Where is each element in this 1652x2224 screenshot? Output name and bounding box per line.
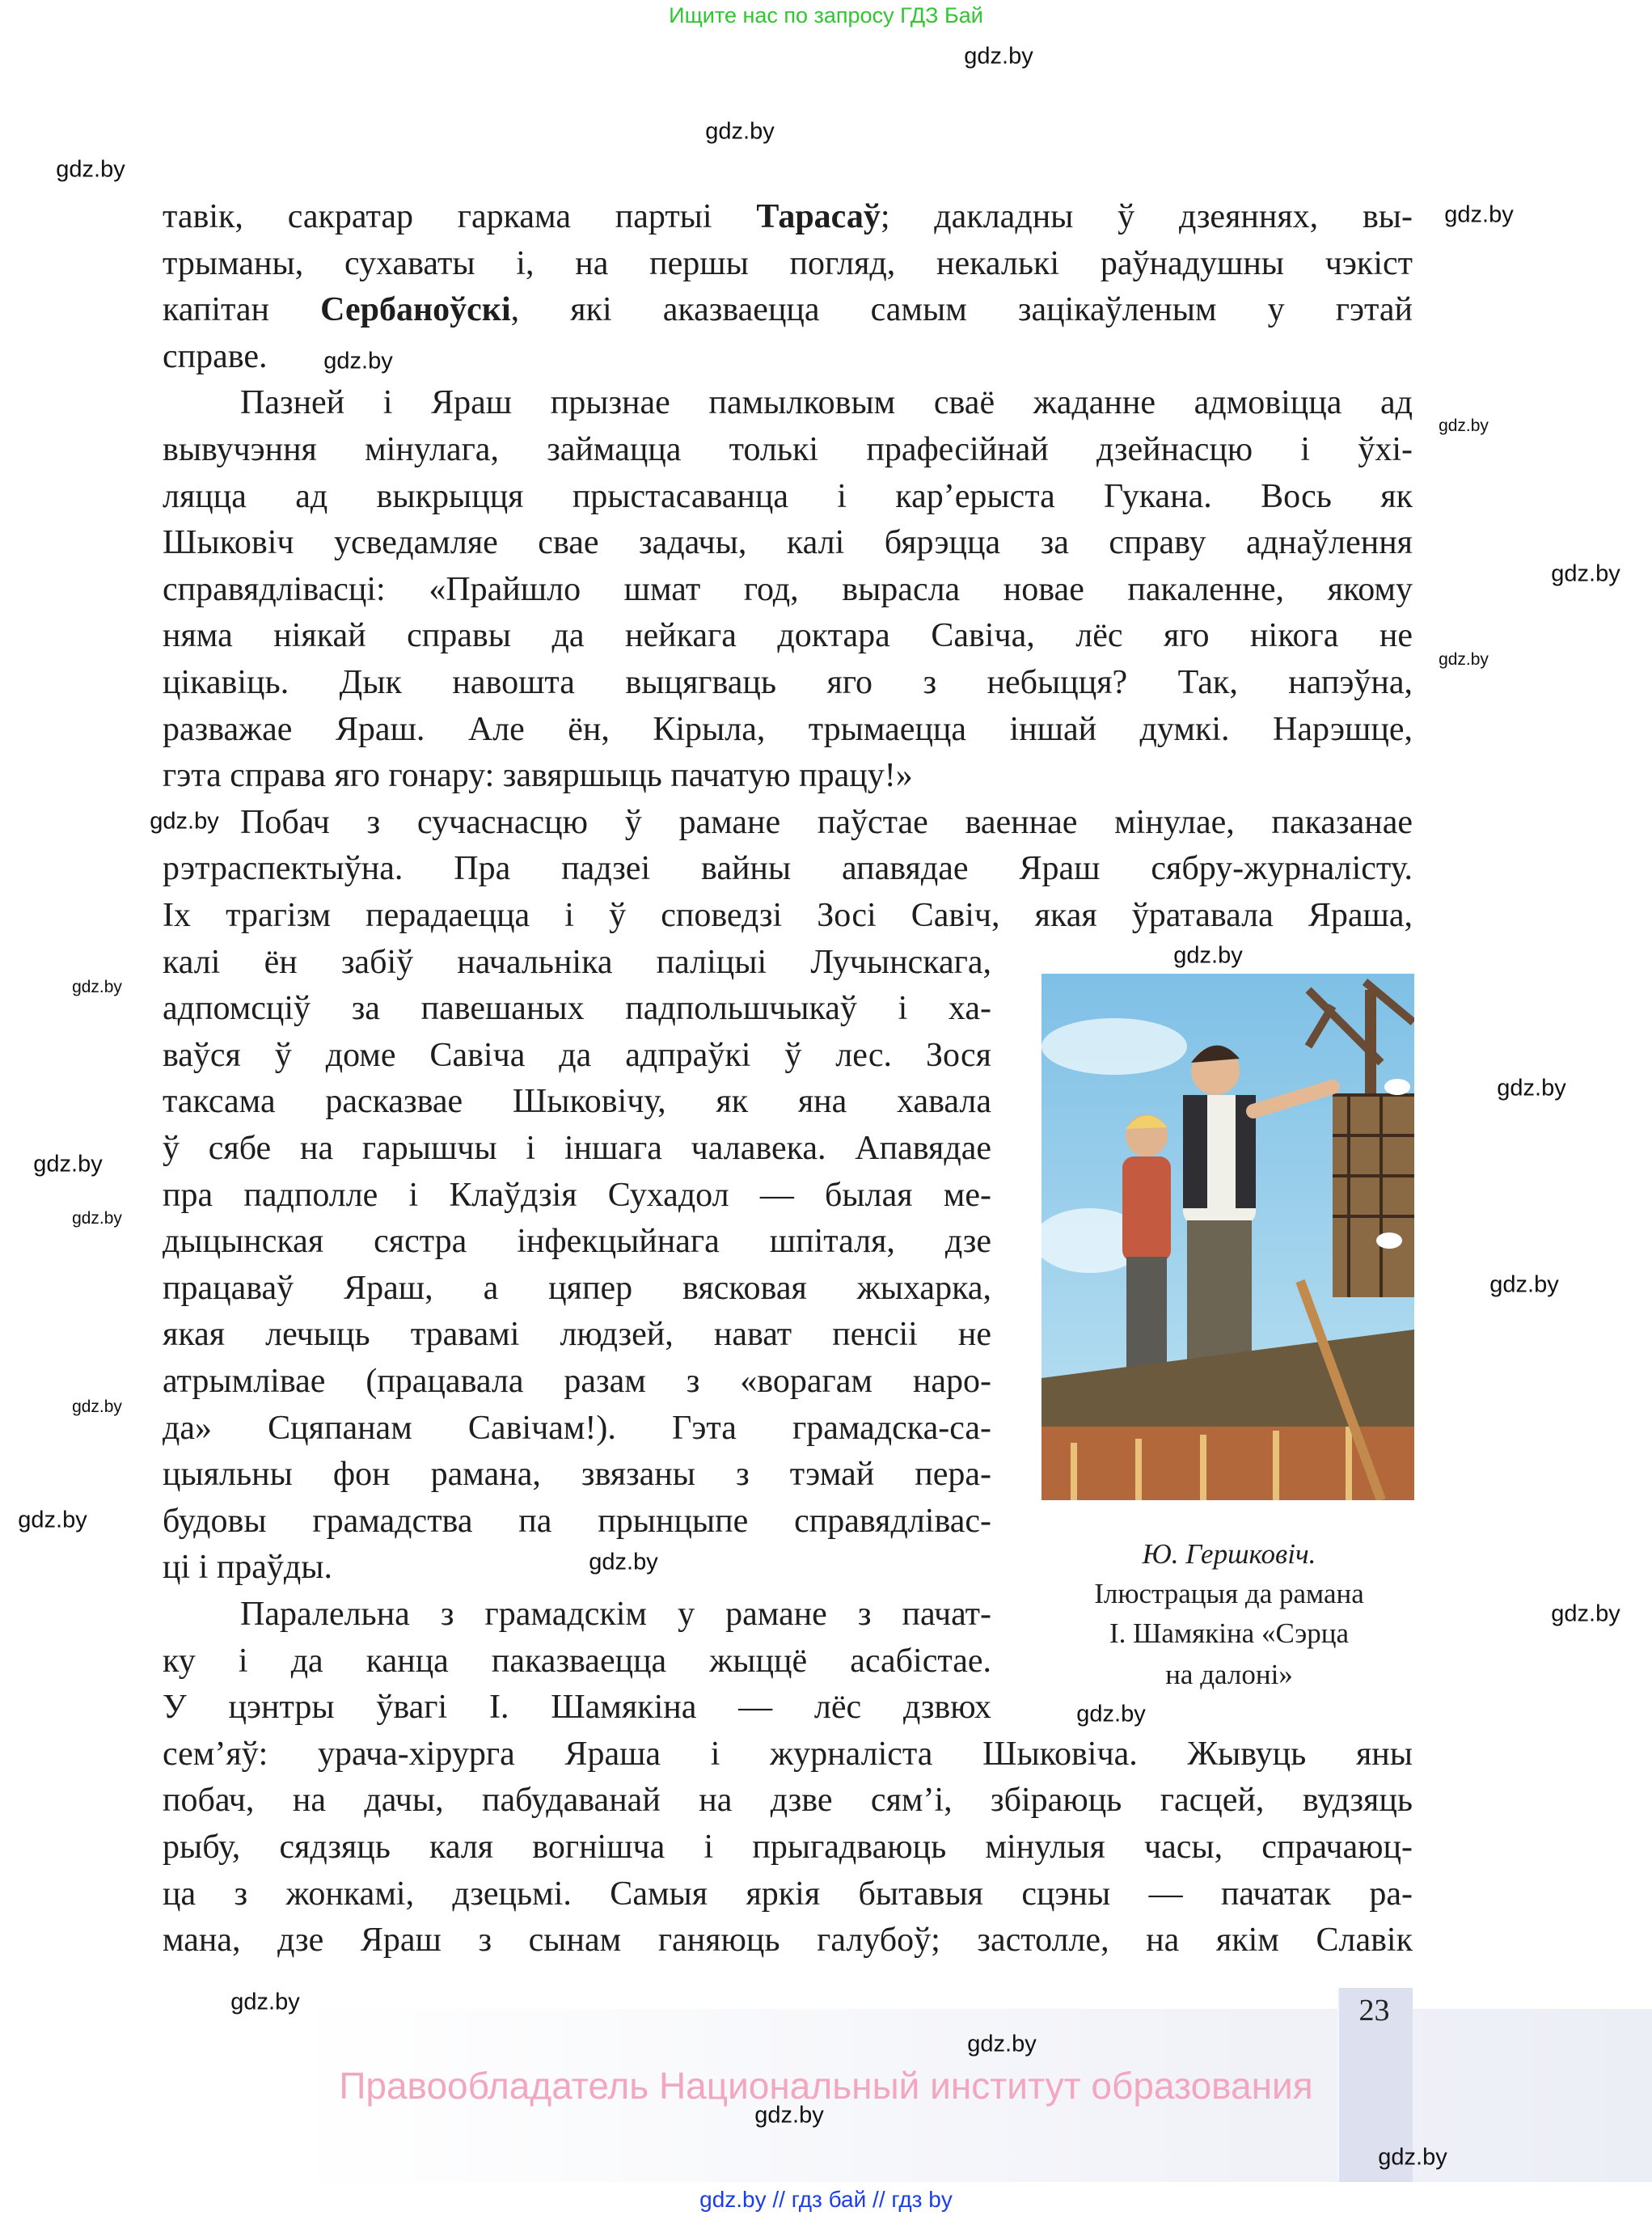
text-segment: Шыковіч усведамляе свае задачы, калі бярэцца за справу аднаўлення — [163, 524, 1413, 562]
bold-name: Сербаноўскі — [320, 291, 511, 329]
watermark-text: gdz.by — [18, 1507, 87, 1533]
text-line — [163, 1266, 991, 1312]
watermark-text: gdz.by — [72, 1209, 122, 1228]
text-segment: цыяльны фон рамана, звязаны з тэмай пера- — [163, 1456, 991, 1494]
watermark-text: gdz.by — [705, 118, 775, 145]
text-segment: ца з жонкамі, дзецьмі. Самыя яркія бытавыя сцэны — пачатак ра- — [163, 1875, 1413, 1913]
watermark-text: gdz.by — [1378, 2144, 1447, 2171]
text-segment: ці і праўды. — [163, 1549, 333, 1587]
text-segment: Побач з сучаснасцю ў рамане паўстае ваеннае мінулае, паказанае — [240, 803, 1413, 841]
text-line — [163, 1126, 991, 1172]
copyright-notice: Правообладатель Национальный институт образования — [339, 2065, 1313, 2107]
text-line — [163, 474, 1413, 520]
text-segment: калі ён забіў начальніка паліцыі Лучынскага, — [163, 943, 991, 981]
text-line — [163, 1359, 991, 1405]
watermark-text: gdz.by — [1173, 942, 1243, 969]
watermark-text: gdz.by — [72, 1397, 122, 1416]
text-line — [163, 1219, 991, 1265]
watermark-text: gdz.by — [1497, 1075, 1566, 1101]
text-line — [163, 241, 1413, 287]
text-segment: побач, на дачы, пабудаванай на дзве сям’і, збіраюць гасцей, вудзяць — [163, 1782, 1413, 1820]
novel-illustration — [1041, 974, 1414, 1500]
text-segment: працаваў Яраш, а цяпер вясковая жыхарка, — [163, 1269, 991, 1307]
footer-links[interactable]: gdz.by // гдз бай // гдз by — [699, 2187, 953, 2212]
text-segment: гэта справа яго гонару: завяршыць пачатую працу!» — [163, 757, 913, 795]
text-segment: тавік, сакратар гаркама партыі — [163, 198, 757, 235]
text-segment: Іх трагізм перадаецца і ў споведзі Зосі Савіч, якая ўратавала Яраша, — [163, 897, 1413, 934]
bold-name: Тарасаў — [756, 198, 881, 235]
illustration-author: Ю. Гершковіч. — [1142, 1538, 1316, 1570]
text-segment: справядлівасці: «Прайшло шмат год, вырасла новае пакаленне, якому — [163, 570, 1413, 608]
text-line — [163, 1731, 1413, 1778]
text-segment: рыбу, сядзяць каля вогнішча і прыгадваюць мінулыя часы, спрачаюц- — [163, 1829, 1413, 1866]
watermark-text: gdz.by — [56, 156, 125, 183]
text-segment: пра падполле і Клаўдзія Сухадол — былая ме- — [163, 1176, 991, 1214]
text-line — [163, 427, 1413, 473]
text-segment: атрымлівае (працавала разам з «ворагам наро- — [163, 1363, 991, 1400]
text-segment: ку і да канца паказваецца жыццё асабістае. — [163, 1642, 991, 1680]
text-segment: Паралельна з грамадскім у рамане з пачат- — [240, 1596, 991, 1633]
text-segment: дыцынская сястра інфекцыйнага шпіталя, дзе — [163, 1223, 991, 1261]
text-segment: вывучэння мінулага, займацца толькі прафесійнай дзейнасцю і ўхі- — [163, 431, 1413, 468]
text-segment: справе. — [163, 337, 268, 375]
text-line — [163, 986, 991, 1032]
illustration-caption-line-3: на далоні» — [1165, 1659, 1293, 1690]
text-segment: сем’яў: урача-хірурга Яраша і журналіста Шыковіча. Жывуць яны — [163, 1735, 1413, 1773]
text-line — [163, 287, 1413, 333]
search-hint-banner: Ищите нас по запросу ГДЗ Бай — [669, 3, 983, 27]
watermark-text: gdz.by — [1076, 1701, 1146, 1727]
watermark-text: gdz.by — [323, 348, 393, 374]
watermark-text: gdz.by — [150, 808, 219, 835]
text-line — [163, 1312, 991, 1358]
text-line — [163, 753, 913, 799]
text-segment: мана, дзе Яраш з сынам ганяюць галубоў; застолле, на якім Славік — [163, 1922, 1413, 1960]
text-segment: ваўся ў доме Савіча да адпраўкі ў лес. Зося — [163, 1036, 991, 1074]
text-segment: рэтраспектыўна. Пра падзеі вайны апавядае Яраш сябру-журналісту. — [163, 850, 1413, 888]
watermark-text: gdz.by — [1439, 416, 1489, 435]
text-segment: трыманы, сухаваты і, на першы погляд, некалькі раўнадушны чэкіст — [163, 244, 1413, 282]
text-line — [240, 380, 1413, 426]
text-segment: няма ніякай справы да нейкага доктара Савіча, лёс яго нікога не — [163, 617, 1413, 655]
watermark-text: gdz.by — [589, 1549, 658, 1575]
text-segment: Пазней і Яраш прызнае памылковым сваё жаданне адмовіцца ад — [240, 384, 1413, 422]
text-line — [163, 1406, 991, 1452]
text-segment: , які аказваецца самым зацікаўленым у гэтай — [510, 291, 1413, 329]
watermark-text: gdz.by — [33, 1151, 103, 1178]
watermark-text: gdz.by — [1551, 560, 1620, 587]
text-line — [163, 846, 1413, 892]
text-line — [163, 613, 1413, 659]
text-line — [163, 194, 1413, 240]
watermark-text: gdz.by — [754, 2102, 824, 2129]
page-number: 23 — [1358, 1994, 1390, 2027]
watermark-text: gdz.by — [1551, 1600, 1620, 1627]
text-line — [163, 1545, 332, 1591]
text-segment: будовы грамадства па прынцыпе справядлівас- — [163, 1502, 991, 1540]
text-segment: ; дакладны ў дзеяннях, вы- — [880, 198, 1413, 235]
text-line — [163, 567, 1413, 613]
watermark-text: gdz.by — [72, 978, 122, 996]
illustration-caption-line-1: Ілюстрацыя да рамана — [1094, 1578, 1364, 1609]
text-line — [163, 1917, 1413, 1964]
text-line — [163, 893, 1413, 939]
text-segment: цікавіць. Дык навошта выцягваць яго з небыцця? Так, напэўна, — [163, 664, 1413, 701]
watermark-text: gdz.by — [1439, 650, 1489, 669]
text-line — [163, 1824, 1413, 1871]
text-line — [163, 940, 991, 986]
text-segment: ляцца ад выкрыцця прыстасаванца і кар’ерыста Гукана. Вось як — [163, 477, 1413, 515]
text-line — [163, 1452, 991, 1498]
watermark-text: gdz.by — [964, 43, 1033, 70]
text-segment: адпомсціў за павешаных падпольшчыкаў і ха- — [163, 990, 991, 1028]
text-line — [163, 1685, 991, 1731]
text-segment: капітан — [163, 291, 321, 329]
text-segment: разважае Яраш. Але ён, Кірыла, трымаецца іншай думкі. Нарэшце, — [163, 710, 1413, 748]
text-line — [240, 800, 1413, 846]
text-segment: У цэнтры ўвагі І. Шамякіна — лёс дзвюх — [163, 1689, 991, 1727]
text-line — [163, 1499, 991, 1545]
text-line — [163, 1778, 1413, 1824]
text-line — [240, 1592, 991, 1638]
text-segment: ў сябе на гарышчы і іншага чалавека. Апавядае — [163, 1130, 991, 1167]
text-line — [163, 334, 268, 380]
text-line — [163, 1638, 991, 1685]
text-line — [163, 1079, 991, 1125]
text-segment: да» Сцяпанам Савічам!). Гэта грамадска-са- — [163, 1409, 991, 1447]
watermark-text: gdz.by — [230, 1989, 300, 2015]
text-line — [163, 707, 1413, 753]
watermark-text: gdz.by — [967, 2031, 1037, 2057]
text-line — [163, 1173, 991, 1219]
text-line — [163, 660, 1413, 706]
text-segment: якая лечыць травамі людзей, нават пенсіі не — [163, 1316, 991, 1354]
watermark-text: gdz.by — [1489, 1271, 1559, 1298]
illustration-caption-line-2: І. Шамякіна «Сэрца — [1109, 1617, 1350, 1649]
text-segment: таксама расказвае Шыковічу, як яна хавала — [163, 1083, 991, 1121]
text-line — [163, 1033, 991, 1079]
text-line — [163, 1871, 1413, 1917]
watermark-text: gdz.by — [1444, 201, 1514, 228]
text-line — [163, 520, 1413, 566]
